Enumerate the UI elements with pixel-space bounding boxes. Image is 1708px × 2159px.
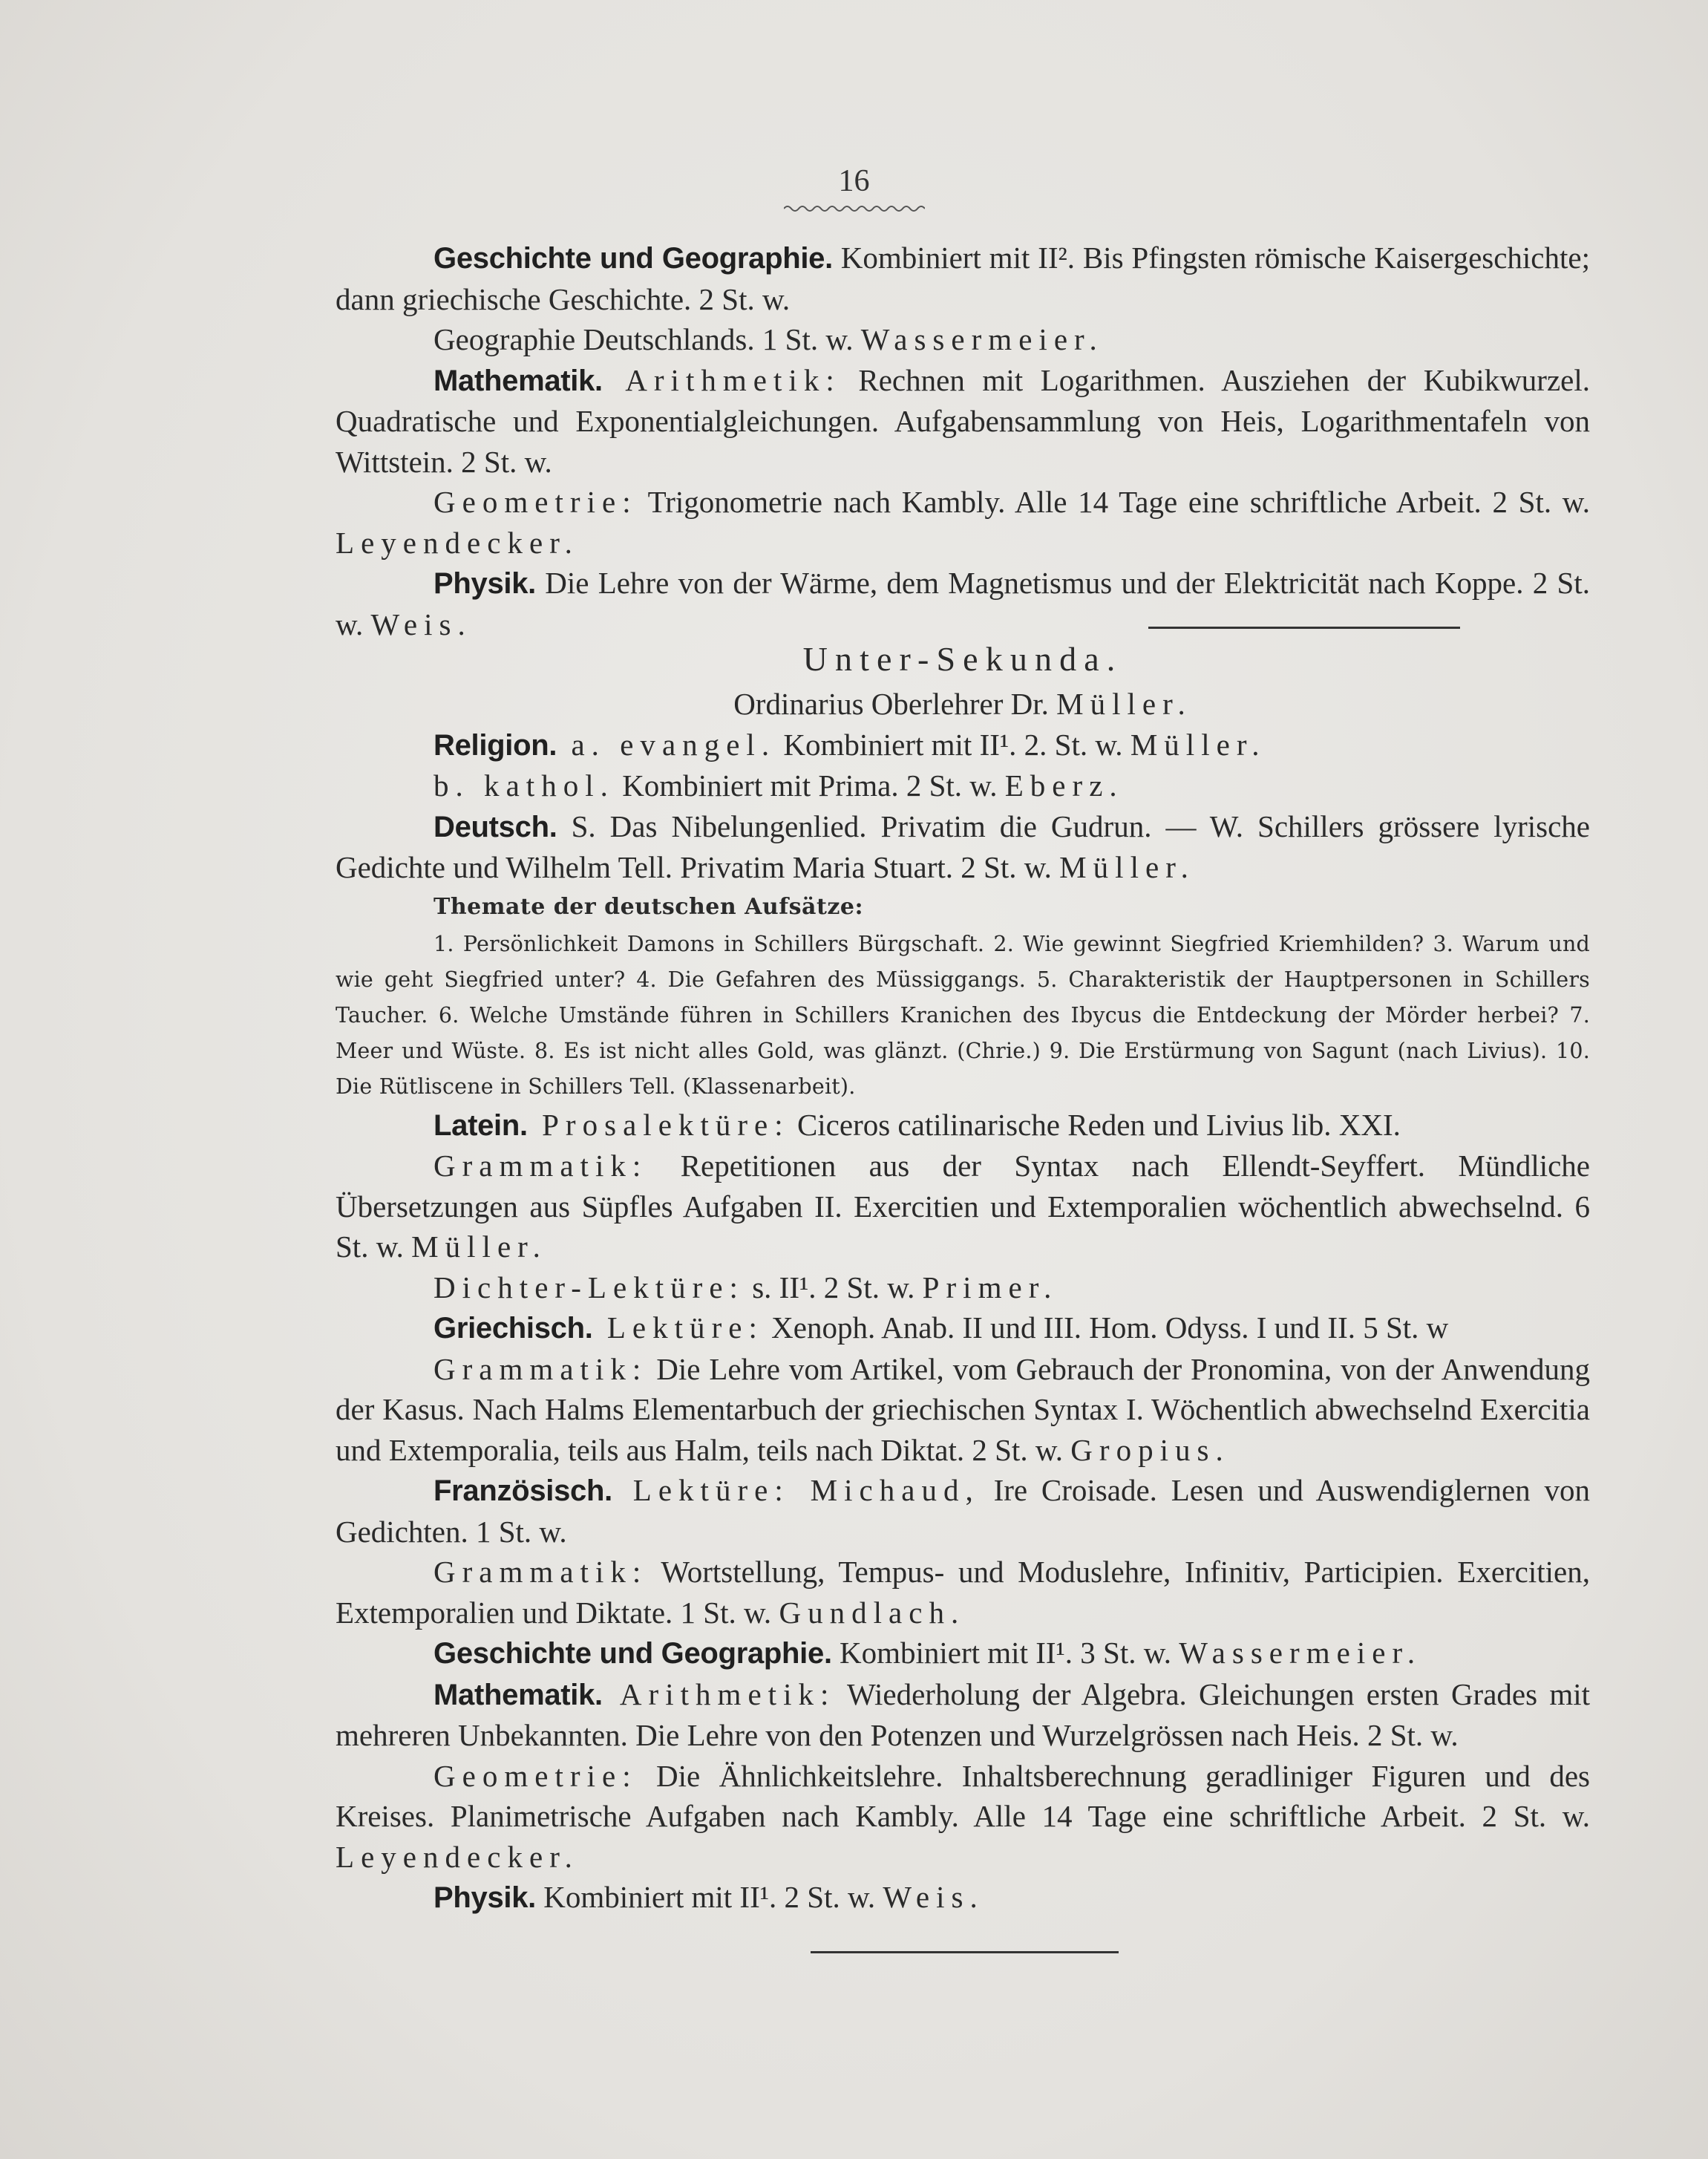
topic-label: Geometrie: [433,1758,638,1793]
paragraph-text: Xenoph. Anab. II und III. Hom. Odyss. I und II. 5 St. w [763,1310,1449,1345]
teacher-name: Wassermeier. [860,322,1104,356]
paragraph-geographie [336,319,1590,360]
ordinarius-name: Müller. [1056,687,1192,721]
topic-label: a. evangel. [557,727,776,762]
themes-list [336,927,1590,1105]
paragraph-mathematik-geometrie [336,482,1590,563]
topic-label: Lektüre: [612,1473,790,1507]
subject-heading: Französisch. [433,1474,612,1507]
paragraph-geschichte-ii [336,238,1590,319]
subject-heading: Griechisch. [433,1312,593,1345]
paragraph-text: Rechnen mit Logarithmen. Ausziehen der Kubikwurzel. Quadratische und Exponentialgleichungen. Aufgabensammlung von Heis, Logarithmentafeln von Wittstein. 2 St. w. [336,362,1590,479]
page-number: 16 [838,164,870,198]
topic-label: Grammatik: [433,1149,648,1183]
paragraph-text: Kombiniert mit Prima. 2 St. w. [614,768,1005,803]
subject-heading: Deutsch. [433,810,557,843]
subject-heading: Latein. [433,1108,528,1142]
paragraph-text: Kombiniert mit II¹. 2 St. w. [535,1880,883,1914]
paragraph-geschichte-iib [336,1633,1590,1674]
paragraph-text: s. II¹. 2 St. w. [744,1270,923,1304]
section-title: Unter-Sekunda. [802,640,1123,678]
end-divider [811,1951,1119,1953]
topic-label: Prosalektüre: [527,1107,790,1142]
subject-heading: Geschichte und Geographie. [433,1637,832,1670]
subject-heading: Mathematik. [433,364,603,397]
teacher-name: Weis. [883,1880,984,1914]
teacher-name: Gundlach. [779,1595,966,1630]
ordinarius-line [336,684,1590,725]
paragraph-religion-evangel [336,725,1590,766]
teacher-name: Leyendecker. [336,1839,579,1874]
paragraph-mathematik-arithmetik-iib [336,1674,1590,1756]
paragraph-religion-kathol [336,765,1590,806]
subject-heading: Physik. [433,1881,536,1914]
paragraph-text: Wiederholung der Algebra. Gleichungen ersten Grades mit mehreren Unbekannten. Die Lehre von den Potenzen und Wurzelgrössen nach Heis. 2 St. w. [336,1676,1590,1752]
topic-label: Arithmetik: [602,1676,836,1711]
paragraph-text: Kombiniert mit II¹. 2. St. w. [776,727,1131,762]
teacher-name: Müller. [1059,850,1195,884]
paragraph-franzoesisch-grammatik [336,1552,1590,1633]
paragraph-text: Die Lehre von der Wärme, dem Magnetismus und der Elektricität nach Koppe. 2 St. w. [336,566,1590,641]
topic-label: Arithmetik: [602,362,841,397]
teacher-name: Gropius. [1070,1432,1230,1467]
paragraph-text: Wortstellung, Tempus- und Moduslehre, Infinitiv, Participien. Exercitien, Extemporalien und Diktate. 1 St. w. [336,1555,1590,1630]
teacher-name: Primer. [922,1270,1058,1304]
topic-label: b. kathol. [433,768,615,803]
paragraph-text: Repetitionen aus der Syntax nach Ellendt-Seyffert. Mündliche Übersetzungen aus Süpfles Aufgaben II. Exercitien und Extemporalien wöchentlich abwechselnd. 6 St. w. [336,1149,1590,1264]
page-header [0,163,1708,214]
paragraph-text: S. Das Nibelungenlied. Privatim die Gudrun. — W. Schillers grössere lyrische Gedichte und Wilhelm Tell. Privatim Maria Stuart. 2 St. w. [336,809,1590,884]
teacher-name: Müller. [1130,727,1266,762]
author-name: Michaud, [789,1473,980,1507]
teacher-name: Weis. [370,607,472,641]
subject-heading: Physik. [433,567,536,600]
themes-heading: Themate der deutschen Aufsätze: [433,893,864,920]
teacher-name: Leyendecker. [336,525,579,560]
paragraph-griechisch-grammatik [336,1349,1590,1471]
paragraph-mathematik-arithmetik [336,360,1590,483]
section-divider [1148,627,1460,629]
paragraph-text: Ciceros catilinarische Reden und Livius lib. XXI. [789,1107,1401,1142]
paragraph-griechisch-lektuere [336,1307,1590,1349]
paragraph-text: Die Lehre vom Artikel, vom Gebrauch der Pronomina, von der Anwendung der Kasus. Nach Halms Elementarbuch der griechischen Syntax I. Wöchentlich abwechselnd Exercitia und Extemporalia, teils aus Halm, teils nach Diktat. 2 St. w. [336,1351,1590,1467]
paragraph-deutsch [336,806,1590,888]
wavy-rule-icon [784,203,925,214]
paragraph-latein-grammatik [336,1146,1590,1267]
paragraph-text: Die Ähnlichkeitslehre. Inhaltsberechnung geradliniger Figuren und des Kreises. Planimetrische Aufgaben nach Kambly. Alle 14 Tage eine schriftliche Arbeit. 2 St. w. [336,1758,1590,1833]
paragraph-latein-prosa [336,1105,1590,1146]
subject-heading: Geschichte und Geographie. [433,242,833,275]
paragraph-physik-iib [336,1877,1590,1918]
topic-label: Geometrie: [433,485,638,519]
topic-label: Grammatik: [433,1351,648,1386]
paragraph-text: Geographie Deutschlands. 1 St. w. [433,322,861,356]
page-body [336,238,1590,1953]
paragraph-mathematik-geometrie-iib [336,1756,1590,1878]
themes-text: 1. Persönlichkeit Damons in Schillers Bürgschaft. 2. Wie gewinnt Siegfried Kriemhilden? 3. Warum und wie geht Siegfried unter? 4. Die Gefahren des Müssiggangs. 5. Charakteristik der Hauptpersonen in Schillers Taucher. 6. Welche Umstände führen in Schillers Kranichen des Ibycus die Entdeckung der Mörder herbei? 7. Meer und Wüste. 8. Es ist nicht alles Gold, was glänzt. (Chrie.) 9. Die Erstürmung von Sagunt (nach Livius). 10. Die Rütliscene in Schillers Tell. (Klassenarbeit). [336,931,1590,1099]
subject-heading: Religion. [433,728,557,762]
teacher-name: Wassermeier. [1179,1636,1422,1670]
topic-label: Grammatik: [433,1555,648,1589]
paragraph-text: Ire Croisade. Lesen und Auswendiglernen von Gedichten. 1 St. w. [336,1473,1590,1549]
ordinarius-text: Ordinarius Oberlehrer Dr. [733,687,1057,721]
paragraph-text: Kombiniert mit II¹. 3 St. w. [831,1636,1179,1670]
paragraph-physik [336,563,1590,644]
teacher-name: Eberz. [1004,768,1124,803]
paragraph-franzoesisch-lektuere [336,1470,1590,1552]
teacher-name: Müller. [411,1229,547,1264]
paragraph-text: Kombiniert mit II². Bis Pfingsten römische Kaisergeschichte; dann griechische Geschichte. 2 St. w. [336,241,1590,316]
topic-label: Dichter-Lektüre: [433,1270,745,1304]
paragraph-latein-dichter [336,1267,1590,1308]
topic-label: Lektüre: [592,1310,764,1345]
subject-heading: Mathematik. [433,1678,603,1711]
paragraph-text: Trigonometrie nach Kambly. Alle 14 Tage eine schriftliche Arbeit. 2 St. w. [637,485,1590,519]
